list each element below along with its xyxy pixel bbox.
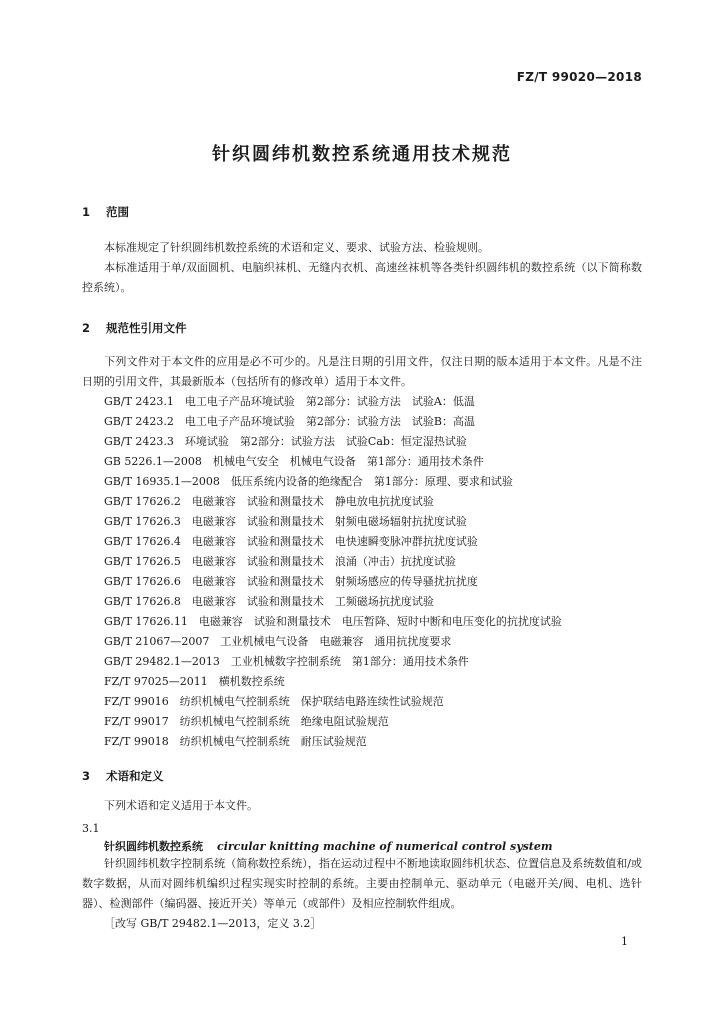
page-number: 1	[621, 935, 628, 948]
reference-item: GB/T 17626.6 电磁兼容 试验和测量技术 射频场感应的传导骚扰抗扰度	[104, 575, 478, 588]
reference-item: GB/T 17626.4 电磁兼容 试验和测量技术 电快速瞬变脉冲群抗扰度试验	[104, 535, 478, 548]
term-definition: 针织圆纬机数字控制系统（简称数控系统），指在运动过程中不断地读取圆纬机状态、位置信息及系统数值和/或数字数据，从而对圆纬机编织过程实现实时控制的系统。主要由控制单元、驱动单元（电磁开关/阀、电机、选针器）、检测部件（编码器、接近开关）等单元（或部件）及相应控制软件组成。	[82, 857, 642, 910]
term-number: 3.1	[82, 822, 100, 835]
section-title: 术语和定义	[106, 769, 164, 783]
term-english: circular knitting machine of numerical control system	[217, 840, 553, 853]
reference-item: FZ/T 99016 纺织机械电气控制系统 保护联结电路连续性试验规范	[104, 695, 444, 708]
reference-item: GB/T 2423.3 环境试验 第2部分：试验方法 试验Cab：恒定湿热试验	[104, 435, 467, 448]
reference-item: GB/T 2423.1 电工电子产品环境试验 第2部分：试验方法 试验A：低温	[104, 395, 475, 408]
standard-number: FZ/T 99020—2018	[516, 70, 642, 84]
reference-item: FZ/T 99018 纺织机械电气控制系统 耐压试验规范	[104, 735, 367, 748]
terms-intro-paragraph: 下列术语和定义适用于本文件。	[104, 799, 258, 812]
section-number: 2	[82, 321, 91, 335]
reference-item: GB/T 16935.1—2008 低压系统内设备的绝缘配合 第1部分：原理、要求和试验	[104, 475, 513, 488]
reference-item: FZ/T 99017 纺织机械电气控制系统 绝缘电阻试验规范	[104, 715, 389, 728]
scope-paragraph-1: 本标准规定了针织圆纬机数控系统的术语和定义、要求、试验方法、检验规则。	[104, 241, 489, 254]
section-heading-normative-references	[82, 320, 187, 336]
reference-item: GB/T 17626.5 电磁兼容 试验和测量技术 浪涌（冲击）抗扰度试验	[104, 555, 456, 568]
reference-item: GB 5226.1—2008 机械电气安全 机械电气设备 第1部分：通用技术条件	[104, 455, 484, 468]
section-number: 1	[82, 205, 91, 219]
normative-intro-paragraph: 下列文件对于本文件的应用是必不可少的。凡是注日期的引用文件，仅注日期的版本适用于本文件。凡是不注日期的引用文件，其最新版本（包括所有的修改单）适用于本文件。	[82, 355, 642, 388]
term-heading	[104, 838, 553, 854]
reference-item: GB/T 17626.3 电磁兼容 试验和测量技术 射频电磁场辐射抗扰度试验	[104, 515, 467, 528]
reference-item: GB/T 17626.11 电磁兼容 试验和测量技术 电压暂降、短时中断和电压变化的抗扰度试验	[104, 615, 562, 628]
scope-paragraph-2: 本标准适用于单/双面圆机、电脑织袜机、无缝内衣机、高速丝袜机等各类针织圆纬机的数控系统（以下简称数控系统）。	[82, 261, 642, 294]
reference-item: GB/T 29482.1—2013 工业机械数字控制系统 第1部分：通用技术条件	[104, 655, 469, 668]
section-heading-terms	[82, 768, 164, 784]
section-heading-scope	[82, 204, 129, 220]
term-chinese: 针织圆纬机数控系统	[104, 840, 203, 853]
reference-item: GB/T 17626.2 电磁兼容 试验和测量技术 静电放电抗扰度试验	[104, 495, 434, 508]
section-number: 3	[82, 769, 91, 783]
reference-item: GB/T 21067—2007 工业机械电气设备 电磁兼容 通用抗扰度要求	[104, 635, 452, 648]
reference-item: GB/T 2423.2 电工电子产品环境试验 第2部分：试验方法 试验B：高温	[104, 415, 475, 428]
document-title: 针织圆纬机数控系统通用技术规范	[212, 144, 512, 165]
section-title: 规范性引用文件	[106, 321, 187, 335]
term-source-note: ［改写 GB/T 29482.1—2013，定义 3.2］	[104, 917, 322, 930]
section-title: 范围	[106, 205, 129, 219]
reference-item: GB/T 17626.8 电磁兼容 试验和测量技术 工频磁场抗扰度试验	[104, 595, 434, 608]
reference-item: FZ/T 97025—2011 横机数控系统	[104, 675, 285, 688]
